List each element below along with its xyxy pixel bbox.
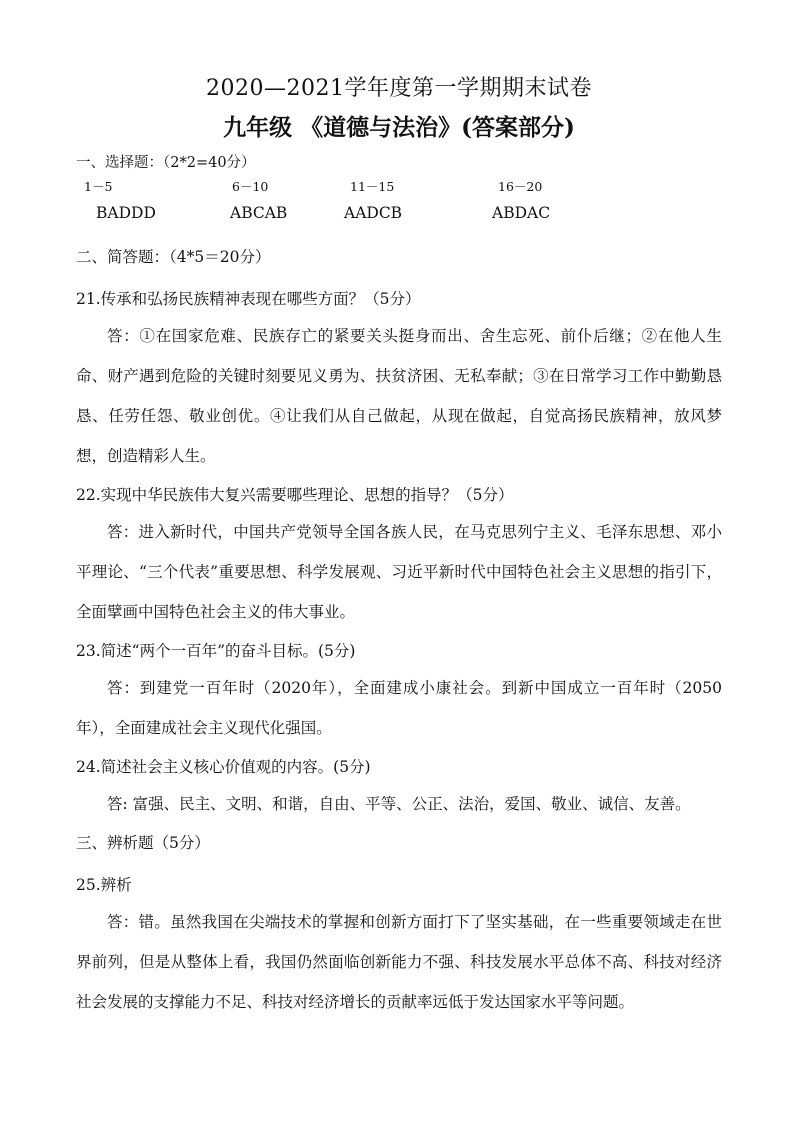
section-3-heading: 三、辨析题（5分）	[76, 834, 210, 852]
mc-answers: ABCAB	[230, 204, 288, 222]
mc-range: 11－15	[350, 179, 395, 194]
question-21: 21.传承和弘扬民族精神表现在哪些方面？（5分）	[76, 290, 421, 308]
answer-21: 答：①在国家危难、民族存亡的紧要关头挺身而出、舍生忘死、前仆后继；②在他人生命、财产遇到危险的关键时刻要见义勇为、扶贫济困、无私奉献；③在日常学习工作中勤勤恳恳、任劳任怨、敬业创优。④让我们从自己做起，从现在做起，自觉高扬民族精神，放风梦想，创造精彩人生。	[76, 327, 722, 465]
question-24: 24.简述社会主义核心价值观的内容。(5分)	[76, 758, 371, 776]
multiple-choice-answers	[76, 178, 722, 232]
answer-23: 答：到建党一百年时（2020年），全面建成小康社会。到新中国成立一百年时（2050年），全面建成社会主义现代化强国。	[76, 679, 722, 737]
answer-25: 答：错。虽然我国在尖端技术的掌握和创新方面打下了坚实基础，在一些重要领域走在世界前列，但是从整体上看，我国仍然面临创新能力不强、科技发展水平总体不高、科技对经济社会发展的支撑能力不足、科技对经济增长的贡献率远低于发达国家水平等问题。	[76, 913, 722, 1011]
mc-answers: AADCB	[344, 204, 403, 222]
mc-group-1	[84, 178, 156, 226]
mc-answers: ABDAC	[492, 204, 551, 222]
question-23: 23.简述“两个一百年”的奋斗目标。(5分)	[76, 642, 356, 660]
mc-range: 1－5	[84, 179, 113, 194]
mc-range: 16－20	[498, 179, 543, 194]
section-2-heading: 二、简答题：（4*5＝20分）	[76, 248, 271, 266]
question-22: 22.实现中华民族伟大复兴需要哪些理论、思想的指导？（5分）	[76, 486, 514, 504]
exam-subtitle: 九年级 《道德与法治》(答案部分)	[223, 114, 575, 141]
mc-group-2	[230, 178, 287, 226]
section-1-heading: 一、选择题：（2*2=40分）	[76, 155, 256, 171]
question-25: 25.辨析	[76, 876, 132, 894]
answer-22: 答：进入新时代，中国共产党领导全国各族人民，在马克思列宁主义、毛泽东思想、邓小平理论、“三个代表”重要思想、科学发展观、习近平新时代中国特色社会主义思想的指引下，全面擘画中国特色社会主义的伟大事业。	[76, 523, 722, 621]
mc-group-4	[492, 178, 551, 226]
mc-answers: BADDD	[96, 204, 156, 222]
mc-range: 6－10	[232, 179, 269, 194]
mc-group-3	[344, 178, 403, 226]
exam-title: 2020—2021学年度第一学期期末试卷	[206, 76, 592, 101]
answer-24: 答: 富强、民主、文明、和谐，自由、平等、公正、法治，爱国、敬业、诚信、友善。	[107, 795, 691, 813]
